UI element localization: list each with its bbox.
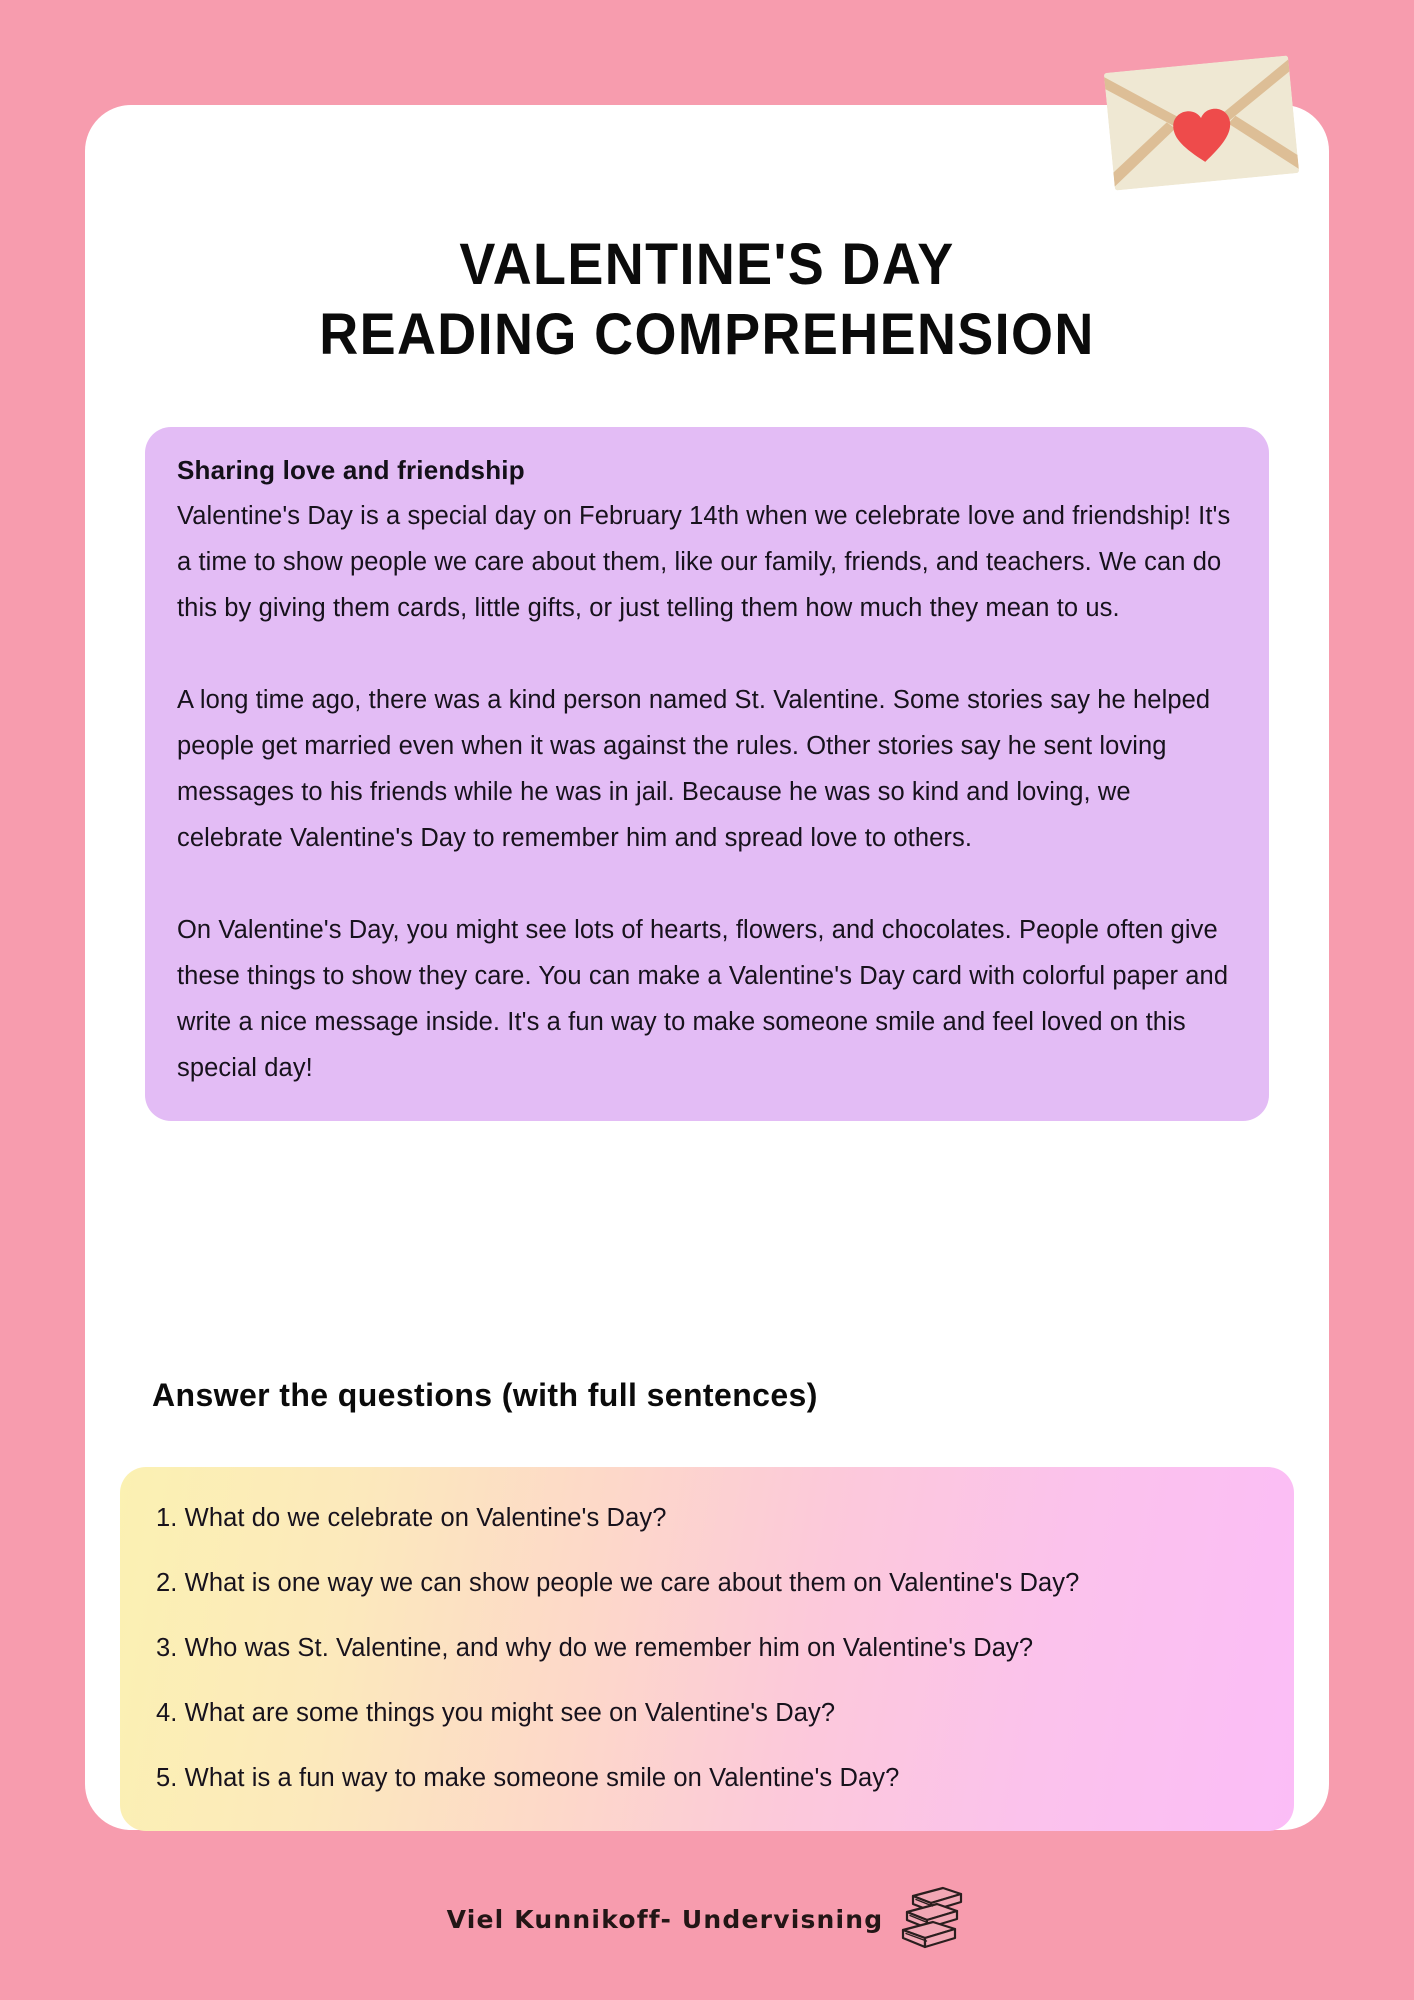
passage-title: Sharing love and friendship <box>177 455 525 485</box>
title-line-1: VALENTINE'S DAY <box>459 232 955 297</box>
footer <box>0 1880 1414 1958</box>
footer-brand-text: Viel Kunnikoff- Undervisning <box>446 1904 884 1934</box>
answer-questions-heading: Answer the questions (with full sentences) <box>152 1377 818 1413</box>
page-title <box>85 230 1329 369</box>
question-item-5: 5. What is a fun way to make someone smile on Valentine's Day? <box>156 1764 900 1792</box>
envelope-with-heart-icon <box>1104 55 1299 190</box>
passage-paragraph-3: On Valentine's Day, you might see lots of hearts, flowers, and chocolates. People often give these things to show they care. You can make a Valentine's Day card with colorful paper and write a nice message inside. It's a fun way to make someone smile and feel loved on this special day! <box>177 916 1229 1082</box>
question-item-1: 1. What do we celebrate on Valentine's Day? <box>156 1504 667 1532</box>
passage-paragraph-2: A long time ago, there was a kind person named St. Valentine. Some stories say he helped people get married even when it was against the rules. Other stories say he sent loving messages to his friends while he was in jail. Because he was so kind and loving, we celebrate Valentine's Day to remember him and spread love to others. <box>177 686 1211 852</box>
questions-box <box>120 1467 1294 1831</box>
title-line-2: READING COMPREHENSION <box>319 301 1095 367</box>
question-item-2: 2. What is one way we can show people we care about them on Valentine's Day? <box>156 1569 1080 1597</box>
passage-paragraph-1: Valentine's Day is a special day on February 14th when we celebrate love and friendship! It's a time to show people we care about them, like our family, friends, and teachers. We can do this by giving them cards, little gifts, or just telling them how much they mean to us. <box>177 502 1231 622</box>
question-item-3: 3. Who was St. Valentine, and why do we remember him on Valentine's Day? <box>156 1634 1034 1662</box>
question-item-4: 4. What are some things you might see on Valentine's Day? <box>156 1699 836 1727</box>
worksheet-card <box>85 105 1329 1830</box>
reading-passage-box <box>145 427 1269 1121</box>
stack-of-books-icon <box>893 1880 967 1958</box>
